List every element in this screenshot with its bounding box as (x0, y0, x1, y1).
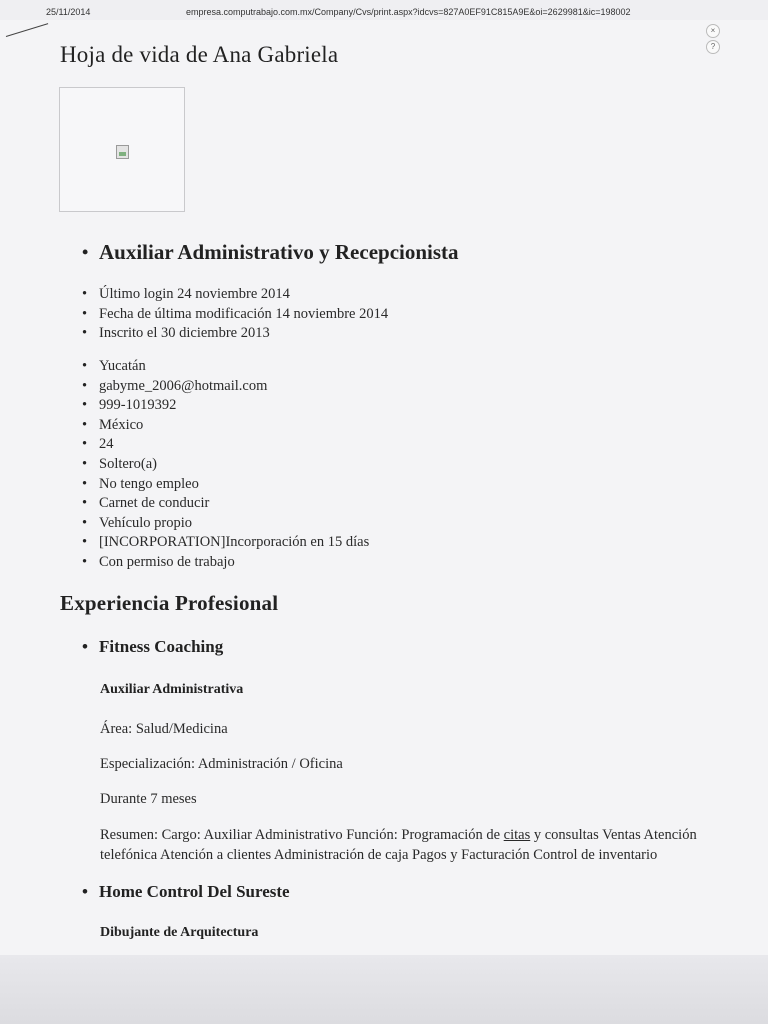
availability: • [INCORPORATION]Incorporación en 15 días (80, 533, 369, 553)
print-date: 25/11/2014 (46, 7, 91, 17)
experience-item (80, 881, 290, 903)
job-duration: Durante 7 meses (100, 791, 197, 807)
job-summary-text: Resumen: Cargo: Auxiliar Administrativo Función: Programación de (100, 827, 504, 843)
phone: • 999-1019392 (80, 396, 369, 416)
broken-image-icon (116, 145, 129, 159)
page-fold-shadow (0, 955, 768, 1024)
own-vehicle: • Vehículo propio (80, 514, 369, 534)
country: • México (80, 416, 369, 436)
profile-photo (59, 87, 185, 212)
work-permit: • Con permiso de trabajo (80, 553, 369, 573)
experience-heading: Experiencia Profesional (60, 591, 279, 615)
job-position: Dibujante de Arquitectura (100, 925, 259, 940)
email: • gabyme_2006@hotmail.com (80, 377, 369, 397)
age: • 24 (80, 435, 369, 455)
pen-mark (6, 23, 48, 37)
profile-meta-list (80, 285, 388, 344)
company-name: • Fitness Coaching (80, 636, 223, 658)
summary-link[interactable]: citas (503, 827, 531, 843)
headline-list (80, 239, 459, 265)
headline: • Auxiliar Administrativo y Recepcionista (80, 239, 459, 265)
location: • Yucatán (80, 357, 369, 377)
registered-date: • Inscrito el 30 diciembre 2013 (80, 324, 388, 344)
job-position: Auxiliar Administrativa (100, 682, 244, 697)
print-url: empresa.computrabajo.com.mx/Company/Cvs/print.aspx?idcvs=827A0EF91C815A9E&oi=2629981&ic=198002 (186, 7, 631, 17)
job-specialization: Especialización: Administración / Oficina (100, 756, 343, 772)
job-area: Área: Salud/Medicina (100, 721, 228, 737)
close-icon[interactable]: × (706, 24, 720, 38)
driving-license: • Carnet de conducir (80, 494, 369, 514)
experience-item (80, 636, 223, 658)
profile-details-list (80, 357, 369, 573)
job-summary (100, 825, 740, 865)
marital-status: • Soltero(a) (80, 455, 369, 475)
page-title: Hoja de vida de Ana Gabriela (60, 42, 339, 67)
help-icon[interactable]: ? (706, 40, 720, 54)
last-login: • Último login 24 noviembre 2014 (80, 285, 388, 305)
last-modified: • Fecha de última modificación 14 noviembre 2014 (80, 305, 388, 325)
employment-status: • No tengo empleo (80, 475, 369, 495)
company-name: • Home Control Del Sureste (80, 881, 290, 903)
job-summary-text-end: y consultas Ventas Atención telefónica Atención a clientes Administración de caja Pagos y Facturación Control de inventario (100, 827, 697, 863)
